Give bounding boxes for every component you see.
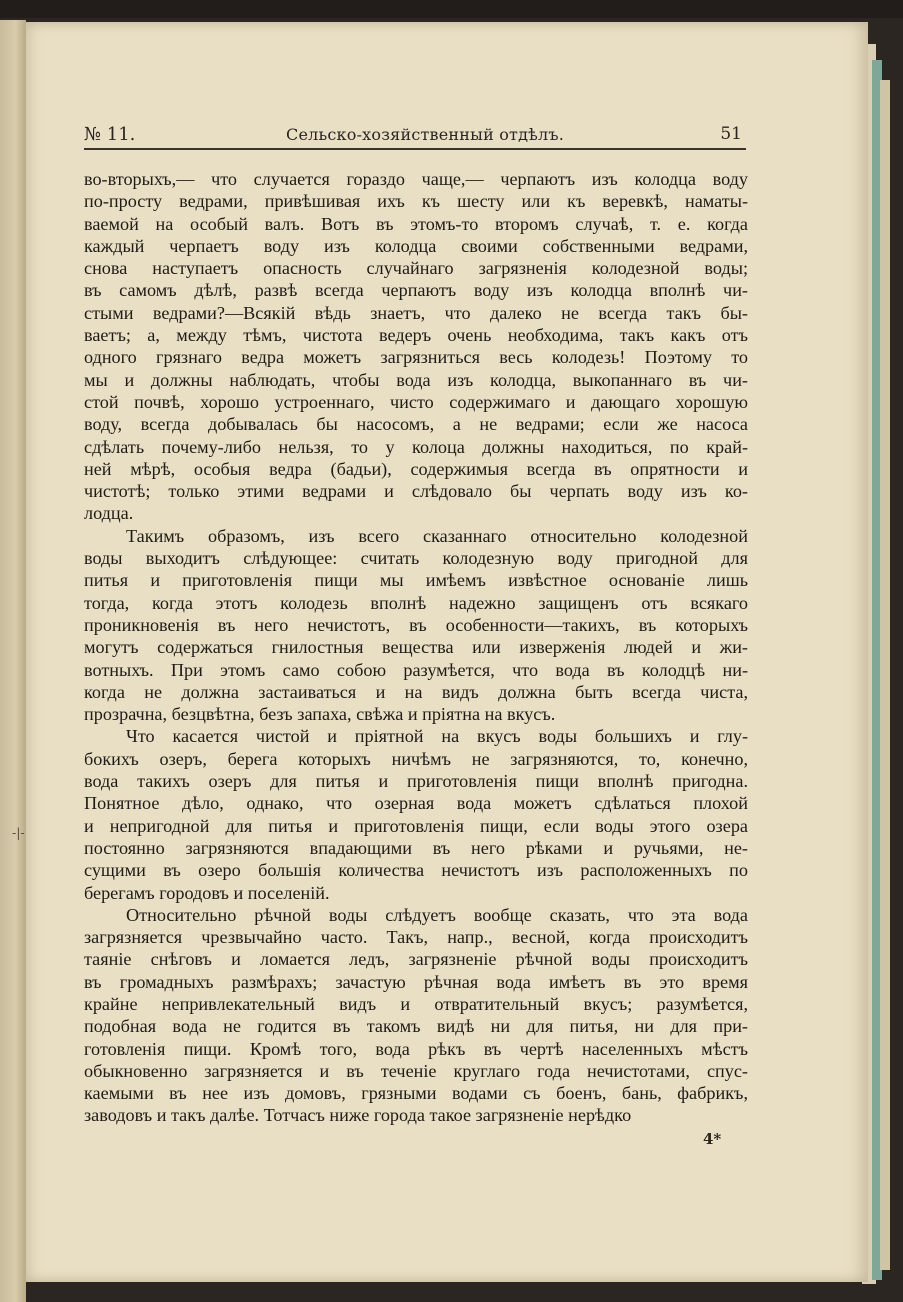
text-line: бокихъ озеръ, берега которыхъ ничѣмъ не загрязняются, то, конечно, xyxy=(84,748,748,769)
paragraph xyxy=(84,725,748,903)
text-line: питья и приготовленія пищи мы имѣемъ извѣстное основаніе лишь xyxy=(84,570,748,591)
text-line: таяніе снѣговъ и ломается ледъ, загрязненіе рѣчной воды происходитъ xyxy=(84,949,748,970)
text-line: подобная вода не годится въ такомъ видѣ ни для питья, ни для при- xyxy=(84,1016,748,1037)
text-line: стыми ведрами?—Всякій вѣдь знаетъ, что далеко не всегда такъ бы- xyxy=(84,302,748,323)
text-line: воды выходитъ слѣдующее: считать колодезную воду пригодной для xyxy=(84,548,748,569)
text-line: Относительно рѣчной воды слѣдуетъ вообще сказать, что эта вода xyxy=(126,904,748,925)
text-line: стой почвѣ, хорошо устроеннаго, чисто содержимаго и дающаго хорошую xyxy=(84,391,748,412)
running-header xyxy=(84,124,744,150)
text-line: воду, всегда добывалась бы насосомъ, а не ведрами; если же насоса xyxy=(84,414,748,435)
text-line: Такимъ образомъ, изъ всего сказаннаго относительно колодезной xyxy=(126,525,748,546)
signature-mark: 4* xyxy=(703,1130,722,1148)
text-line: ваемой на особый валъ. Вотъ въ этомъ-то второмъ случаѣ, т. е. когда xyxy=(84,213,748,234)
paragraph xyxy=(84,525,748,726)
text-line: заводовъ и такъ далѣе. Тотчасъ ниже города такое загрязненіе нерѣдко xyxy=(84,1105,632,1126)
text-line: вотныхъ. При этомъ само собою разумѣется, что вода въ колодцѣ ни- xyxy=(84,659,748,680)
text-line: каждый черпаетъ воду изъ колодца своими собственными ведрами, xyxy=(84,235,748,256)
text-line: вода такихъ озеръ для питья и приготовленія пищи вполнѣ пригодна. xyxy=(84,771,748,792)
body-text xyxy=(84,168,748,1127)
text-line: тогда, когда этотъ колодезь вполнѣ надежно защищенъ отъ всякаго xyxy=(84,592,748,613)
text-line: когда не должна застаиваться и на видъ должна быть всегда чиста, xyxy=(84,681,748,702)
text-line: постоянно загрязняются впадающими въ него рѣками и ручьями, не- xyxy=(84,837,748,858)
text-line: въ самомъ дѣлѣ, развѣ всегда черпаютъ воду изъ колодца вполнѣ чи- xyxy=(84,280,748,301)
paragraph xyxy=(84,904,748,1127)
text-line: лодца. xyxy=(84,503,134,524)
text-line: ней мѣрѣ, особыя ведра (бадьи), содержимыя всегда въ опрятности и xyxy=(84,458,748,479)
header-rule xyxy=(84,148,746,150)
paragraph xyxy=(84,168,748,525)
text-line: ваетъ; а, между тѣмъ, чистота ведеръ очень необходима, такъ какъ отъ xyxy=(84,325,748,346)
text-line: сдѣлать почему-либо нельзя, то у колоца должны находиться, по край- xyxy=(84,436,748,457)
text-line: берегамъ городовъ и поселеній. xyxy=(84,882,330,903)
section-title: Сельско-хозяйственный отдѣлъ. xyxy=(286,125,565,144)
issue-number: № 11. xyxy=(84,124,136,145)
text-line: сущими въ озеро большія количества нечистотъ изъ расположенныхъ по xyxy=(84,860,748,881)
text-line: одного грязнаго ведра можетъ загрязниться весь колодезь! Поэтому то xyxy=(84,347,748,368)
text-line: снова наступаетъ опасность случайнаго загрязненія колодезной воды; xyxy=(84,258,748,279)
text-line: и непригодной для питья и приготовленія пищи, если воды этого озера xyxy=(84,815,748,836)
text-line: Что касается чистой и пріятной на вкусъ воды большихъ и глу- xyxy=(126,726,748,747)
text-line: чистотѣ; только этими ведрами и слѣдовало бы черпать воду изъ ко- xyxy=(84,481,748,502)
page-number: 51 xyxy=(720,124,742,144)
text-line: по-просту ведрами, привѣшивая ихъ къ шесту или къ веревкѣ, наматы- xyxy=(84,191,748,212)
text-line: загрязняется чрезвычайно часто. Такъ, напр., весной, когда происходитъ xyxy=(84,927,748,948)
text-line: крайне непривлекательный видъ и отвратительный вкусъ; разумѣется, xyxy=(84,993,748,1014)
text-line: могутъ содержаться гнилостныя вещества или изверженія людей и жи- xyxy=(84,637,748,658)
margin-mark: -|- xyxy=(12,826,25,840)
scan-background xyxy=(0,0,903,18)
text-line: во-вторыхъ,— что случается гораздо чаще,— черпаютъ изъ колодца воду xyxy=(84,169,748,189)
text-line: въ громадныхъ размѣрахъ; зачастую рѣчная вода имѣетъ въ это время xyxy=(84,971,748,992)
text-line: мы и должны наблюдать, чтобы вода изъ колодца, выкопаннаго въ чи- xyxy=(84,369,748,390)
text-line: проникновенія въ него нечистотъ, въ особенности—такихъ, въ которыхъ xyxy=(84,614,748,635)
text-line: прозрачна, безцвѣтна, безъ запаха, свѣжа и пріятна на вкусъ. xyxy=(84,704,556,725)
text-line: Понятное дѣло, однако, что озерная вода можетъ сдѣлаться плохой xyxy=(84,793,748,814)
text-line: обыкновенно загрязняется и въ теченіе круглаго года нечистотами, спус- xyxy=(84,1060,748,1081)
text-line: готовленія пищи. Кромѣ того, вода рѣкъ въ чертѣ населенныхъ мѣстъ xyxy=(84,1038,748,1059)
page-stack-edge-outer xyxy=(880,80,890,1270)
previous-page-edge xyxy=(0,20,26,1302)
text-line: каемыми въ нее изъ домовъ, грязными водами съ боенъ, бань, фабрикъ, xyxy=(84,1083,748,1104)
